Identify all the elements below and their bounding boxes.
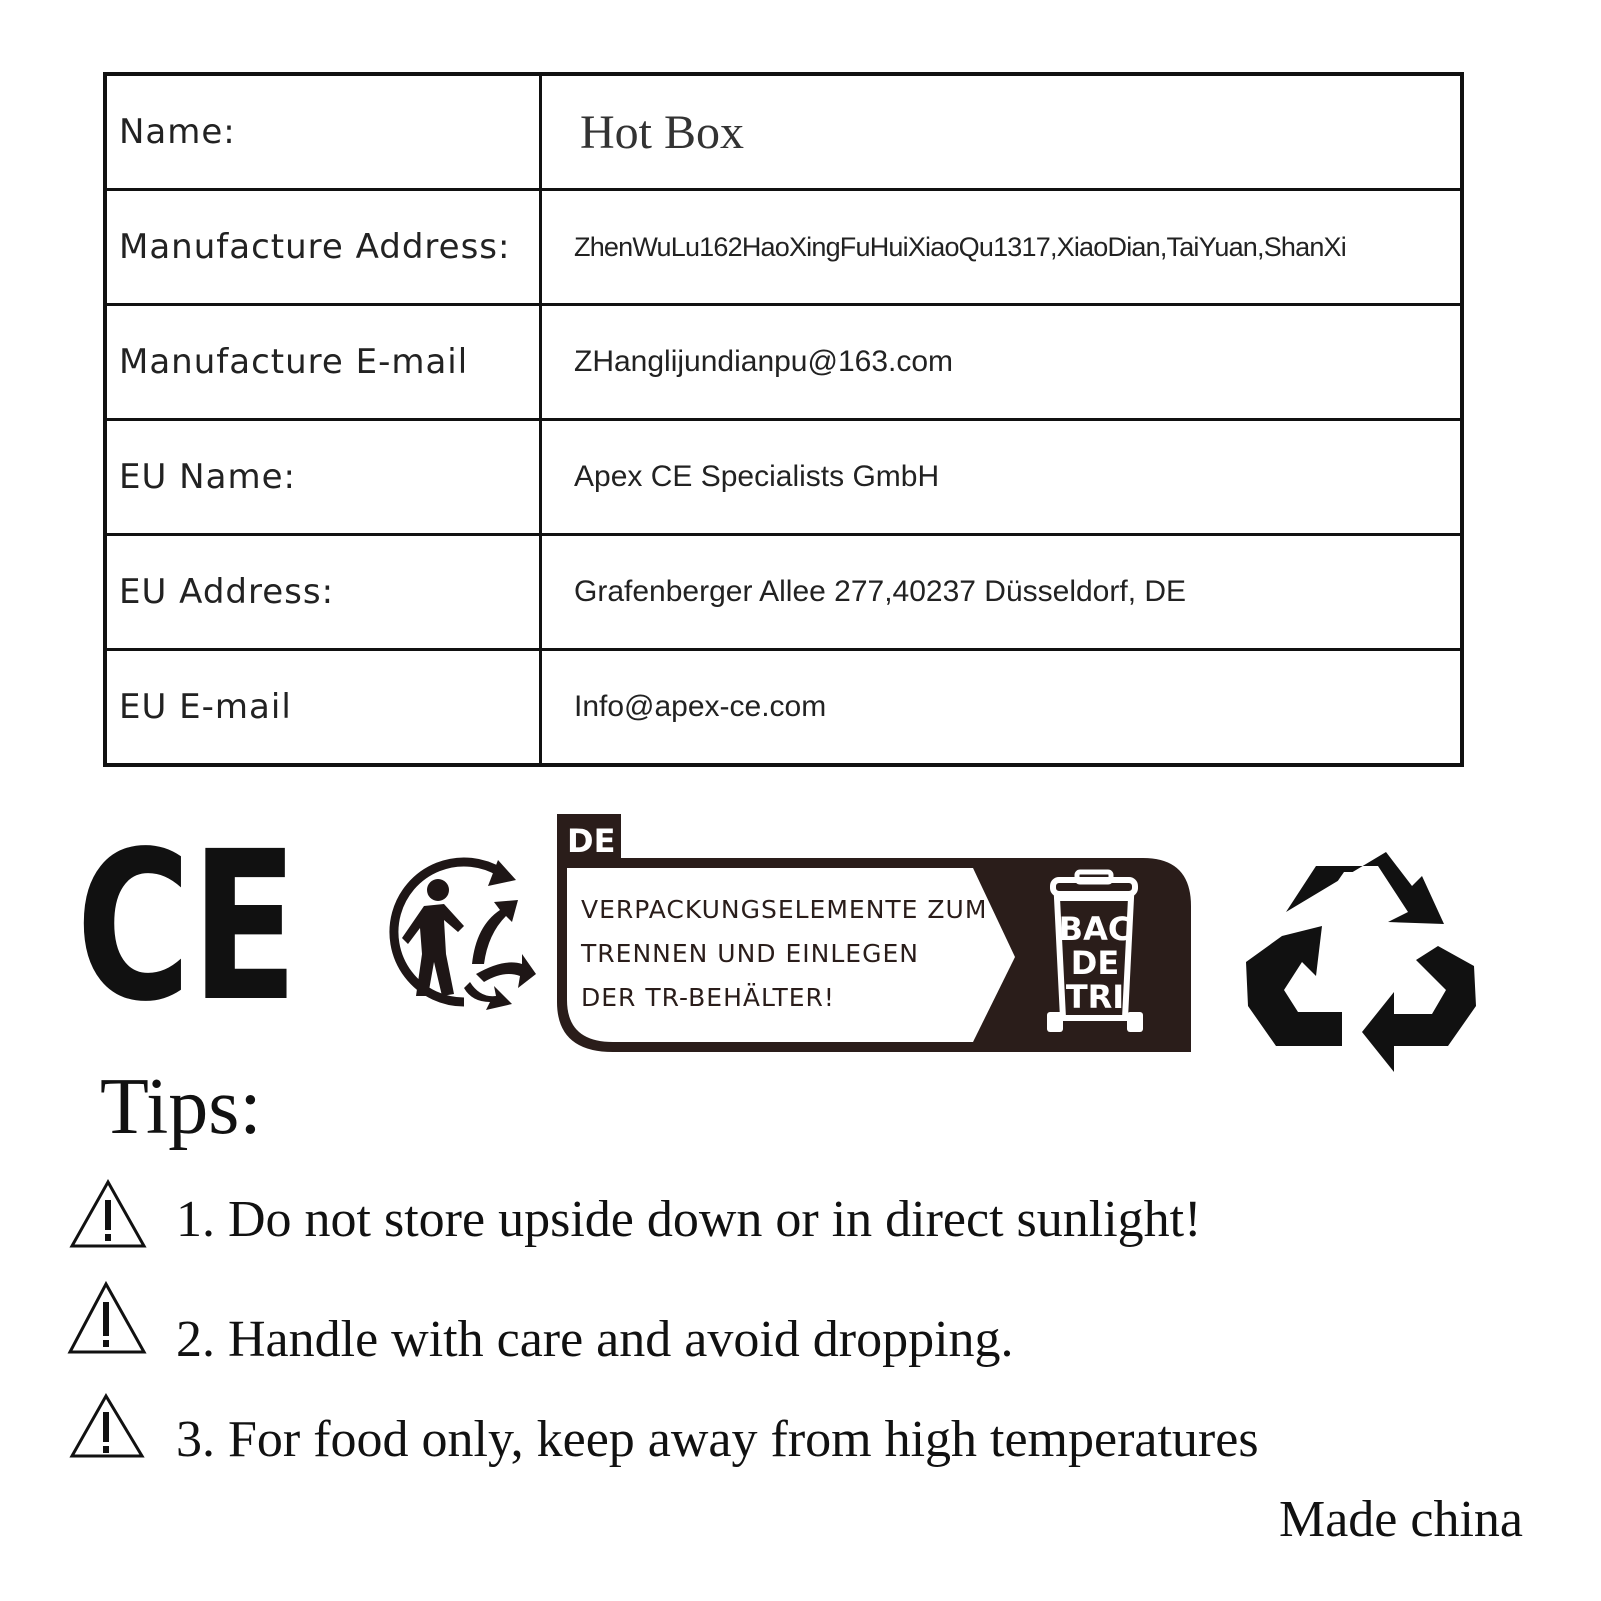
row-eu-name [105,420,1462,535]
de-text-line-3: DER TR-BEHÄLTER! [581,983,835,1012]
manufacture-email-value: ZHanglijundianpu@163.com [541,305,1463,420]
bin-text-bac: BAC [1058,910,1132,948]
tip-2 [68,1280,1528,1370]
row-manufacture-email [105,305,1462,420]
de-text-line-2: TRENNEN UND EINLEGEN [581,939,919,968]
manufacture-email-label: Manufacture E-mail [105,305,541,420]
warning-icon [68,1280,148,1356]
tip-2-text: 2. Handle with care and avoid dropping. [176,1311,1014,1368]
tip-3 [68,1392,1528,1482]
eu-address-label: EU Address: [105,535,541,650]
name-label: Name: [105,74,541,190]
made-in-label: Made china [1278,1491,1523,1548]
ce-mark-text: CE [76,807,298,1047]
triman-icon [380,856,538,1012]
eu-email-value: Info@apex-ce.com [541,650,1463,766]
de-text-line-1: VERPACKUNGSELEMENTE ZUM [581,895,988,924]
row-name [105,74,1462,190]
tip-3-text: 3. For food only, keep away from high temperatures [176,1411,1259,1468]
eu-name-value: Apex CE Specialists GmbH [541,420,1463,535]
de-badge: DE [567,822,616,860]
ce-mark-icon [72,807,302,1047]
name-value: Hot Box [541,74,1463,190]
warning-icon [68,1178,148,1250]
info-table [103,72,1464,767]
tips-title: Tips: [100,1063,262,1151]
row-eu-address [105,535,1462,650]
eu-address-value: Grafenberger Allee 277,40237 Düsseldorf, DE [541,535,1463,650]
manufacture-address-value: ZhenWuLu162HaoXingFuHuiXiaoQu1317,XiaoDian,TaiYuan,ShanXi [541,190,1463,305]
manufacture-address-label: Manufacture Address: [105,190,541,305]
bin-text-de: DE [1070,944,1120,982]
tip-1-text: 1. Do not store upside down or in direct sunlight! [176,1191,1202,1248]
de-sorting-label [555,812,1195,1057]
eu-email-label: EU E-mail [105,650,541,766]
recycle-icon [1240,850,1480,1075]
bin-text-tri: TRI [1065,978,1125,1016]
row-manufacture-address [105,190,1462,305]
tip-1 [68,1178,1528,1268]
row-eu-email [105,650,1462,766]
warning-icon [68,1392,148,1460]
eu-name-label: EU Name: [105,420,541,535]
logo-strip [0,800,1601,1080]
